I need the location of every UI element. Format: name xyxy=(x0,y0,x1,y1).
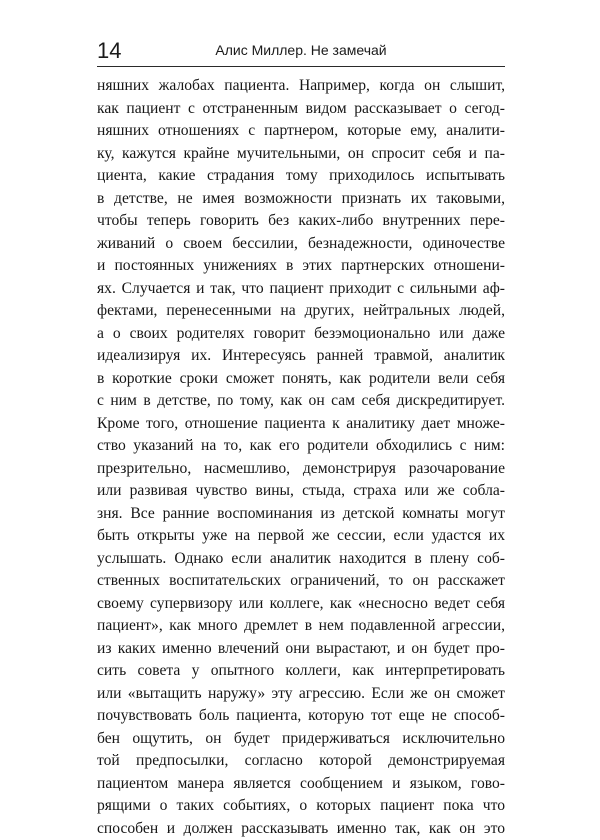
text-line: или «вытащить наружу» эту агрессию. Если же он сможет xyxy=(97,683,505,706)
text-line: ство указаний на то, как его родители обходились с ним: xyxy=(97,435,505,458)
text-line: пациентом манера является сообщением и языком, гово- xyxy=(97,773,505,796)
body-text xyxy=(97,75,505,840)
text-line: зня. Все ранние воспоминания из детской комнаты могут xyxy=(97,503,505,526)
running-head: Алис Миллер. Не замечай xyxy=(97,41,505,59)
text-line: той предпосылки, согласно которой демонстрируемая xyxy=(97,750,505,773)
text-line: ях. Случается и так, что пациент приходит с сильными аф- xyxy=(97,278,505,301)
text-line: как пациент с отстраненным видом рассказывает о сегод- xyxy=(97,98,505,121)
text-line: идеализируя их. Интересуясь ранней травмой, аналитик xyxy=(97,345,505,368)
text-line: или развивая чувство вины, стыда, страха или же собла- xyxy=(97,480,505,503)
text-line: бен ощутить, он будет придерживаться исключительно xyxy=(97,728,505,751)
text-line: а о своих родителях говорит безэмоционально или даже xyxy=(97,323,505,346)
text-line: презрительно, насмешливо, демонстрируя разочарование xyxy=(97,458,505,481)
text-line: своему супервизору или коллеге, как «несносно ведет себя xyxy=(97,593,505,616)
text-line: циента, какие страдания тому приходилось испытывать xyxy=(97,165,505,188)
text-line: с ним в детстве, по тому, как он сам себя дискредитирует. xyxy=(97,390,505,413)
text-line: услышать. Однако если аналитик находится в плену соб- xyxy=(97,548,505,571)
text-line: рящими о таких событиях, о которых пациент пока что xyxy=(97,795,505,818)
text-line: чтобы теперь говорить без каких-либо внутренних пере- xyxy=(97,210,505,233)
text-line: из каких именно влечений они вырастают, и он будет про- xyxy=(97,638,505,661)
text-line: ственных воспитательских ограничений, то он расскажет xyxy=(97,570,505,593)
text-line: в короткие сроки сможет понять, как родители вели себя xyxy=(97,368,505,391)
text-line: сить совета у опытного коллеги, как интерпретировать xyxy=(97,660,505,683)
text-line: фектами, перенесенными на других, нейтральных людей, xyxy=(97,300,505,323)
text-line: няшних жалобах пациента. Например, когда он слышит, xyxy=(97,75,505,98)
text-line: способен и должен рассказывать именно так, как он это xyxy=(97,818,505,840)
text-line: и постоянных унижениях в этих партнерских отношени- xyxy=(97,255,505,278)
text-line: почувствовать боль пациента, которую тот еще не способ- xyxy=(97,705,505,728)
text-line: быть открыты уже на первой же сессии, если удастся их xyxy=(97,525,505,548)
text-line: в детстве, не имея возможности признать их таковыми, xyxy=(97,188,505,211)
text-line: няшних отношениях с партнером, которые ему, аналити- xyxy=(97,120,505,143)
header-rule xyxy=(97,66,505,67)
text-line: пациент», как много дремлет в нем подавленной агрессии, xyxy=(97,615,505,638)
text-line: Кроме того, отношение пациента к аналитику дает множе- xyxy=(97,413,505,436)
page-number: 14 xyxy=(97,38,121,64)
text-line: живаний о своем бессилии, безнадежности, одиночестве xyxy=(97,233,505,256)
text-line: ку, кажутся крайне мучительными, он спросит себя и па- xyxy=(97,143,505,166)
page-header xyxy=(97,38,505,68)
